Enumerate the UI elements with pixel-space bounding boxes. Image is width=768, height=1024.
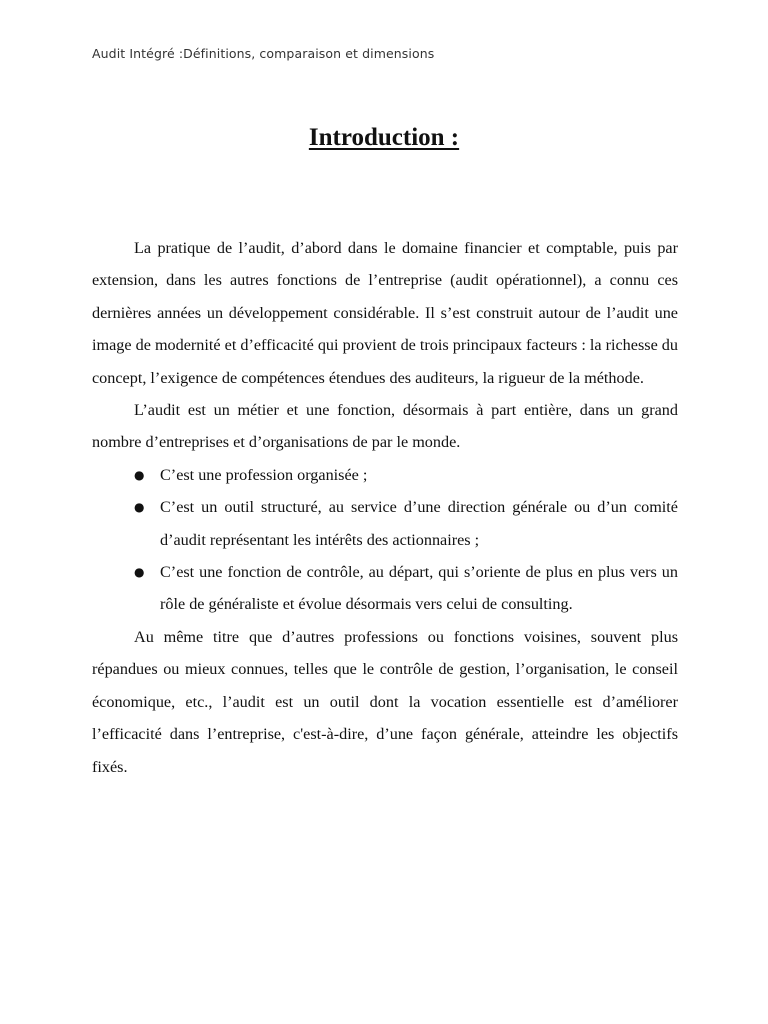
list-item (92, 556, 678, 621)
list-item-text: C’est un outil structuré, au service d’une direction générale ou d’un comité d’audit représentant les intérêts des actionnaires ; (160, 498, 678, 549)
list-item-text: C’est une profession organisée ; (160, 465, 368, 484)
paragraph-3: Au même titre que d’autres professions ou fonctions voisines, souvent plus répandues ou mieux connues, telles que le contrôle de gestion, l’organisation, le conseil économique, etc., l’audit est un outil dont la vocation essentielle est d’améliorer l’efficacité dans l’entreprise, c'est-à-dire, d’une façon générale, atteindre les objectifs fixés. (92, 627, 678, 776)
page-title: Introduction : (308, 124, 460, 151)
list-item-text: C’est une fonction de contrôle, au départ, qui s’oriente de plus en plus vers un rôle de généraliste et évolue désormais vers celui de consulting. (160, 563, 678, 614)
running-header: Audit Intégré :Définitions, comparaison et dimensions (92, 46, 435, 61)
list-item (92, 491, 678, 556)
bullet-icon: ● (134, 565, 145, 580)
bullet-icon: ● (134, 500, 145, 515)
bullet-icon: ● (134, 467, 145, 482)
paragraph-1: La pratique de l’audit, d’abord dans le domaine financier et comptable, puis par extension, dans les autres fonctions de l’entreprise (audit opérationnel), a connu ces dernières années un développement considérable. Il s’est construit autour de l’audit une image de modernité et d’efficacité qui provient de trois principaux facteurs : la richesse du concept, l’exigence de compétences étendues des auditeurs, la rigueur de la méthode. (92, 239, 678, 387)
bullet-list (92, 459, 678, 621)
paragraph-2: L’audit est un métier et une fonction, désormais à part entière, dans un grand nombre d’entreprises et d’organisations de par le monde. (92, 401, 678, 452)
list-item (92, 459, 678, 491)
document-body (92, 232, 678, 783)
